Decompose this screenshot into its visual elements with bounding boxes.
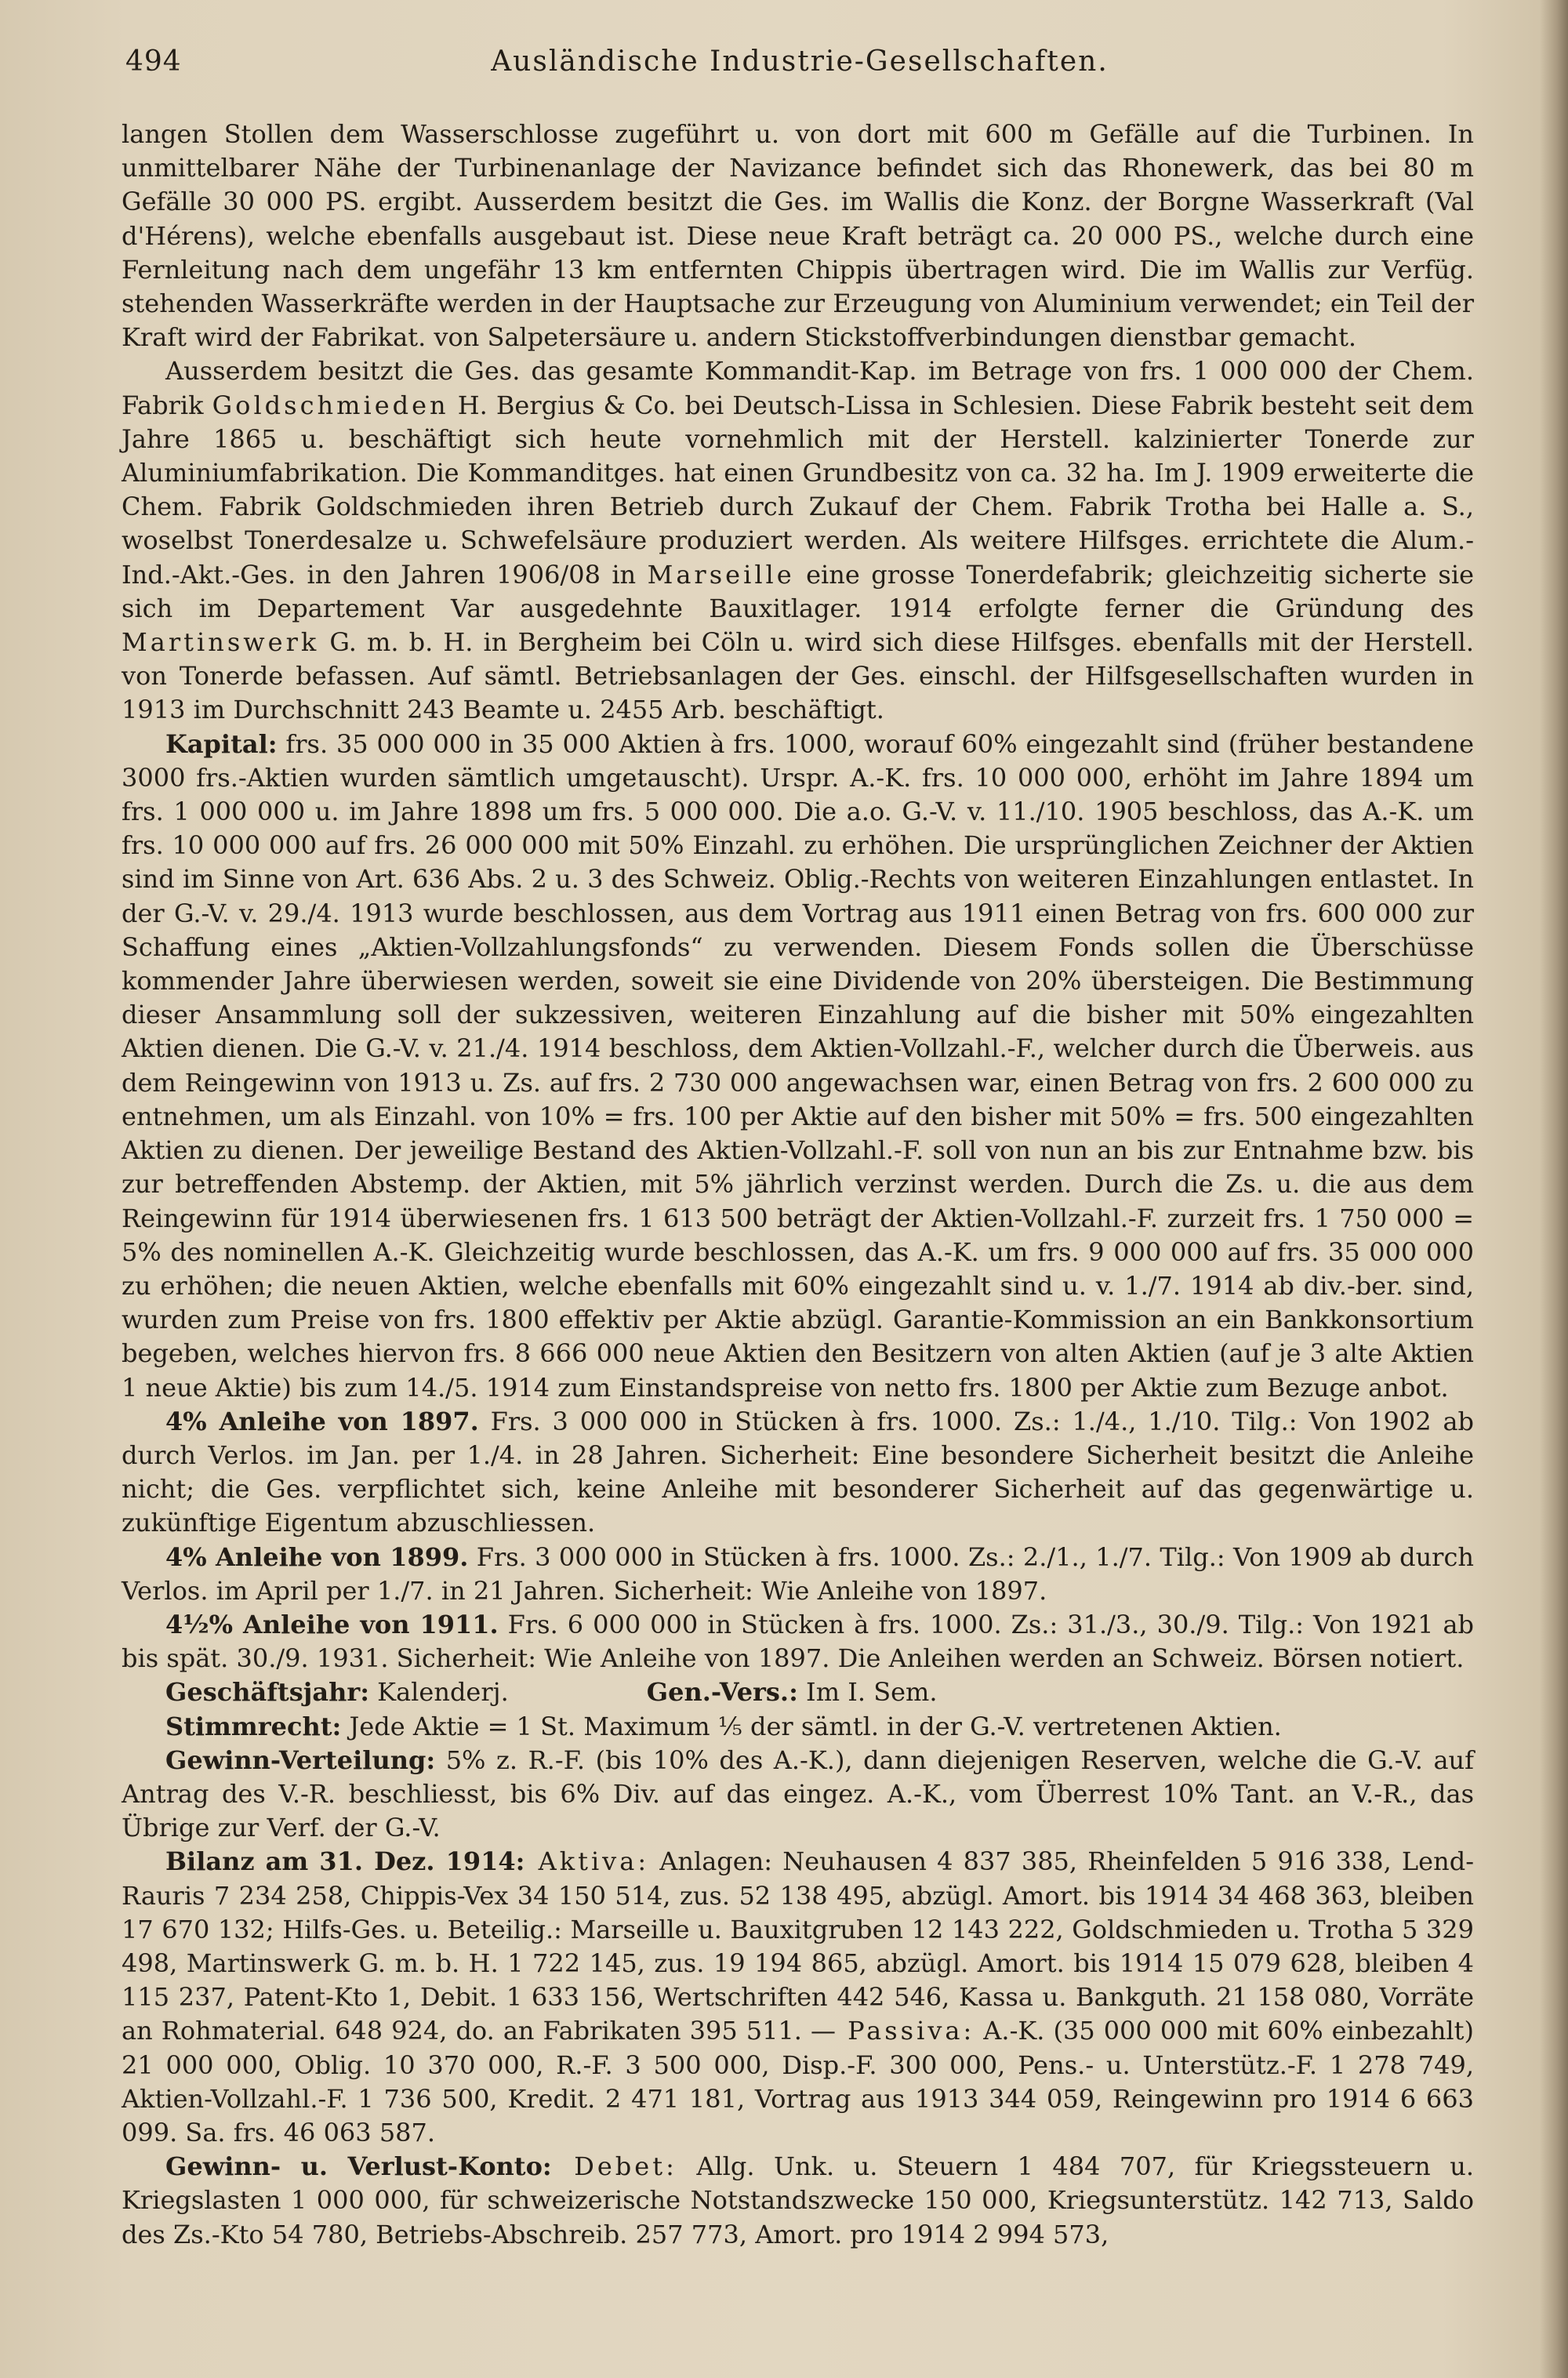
paragraph-guv	[122, 2150, 1474, 2252]
gewinnverteilung-label: Gewinn-Verteilung:	[165, 1744, 436, 1775]
paragraph-subsidiaries	[122, 354, 1474, 727]
gen-vers-label: Gen.-Vers.:	[646, 1677, 798, 1708]
aktiva-label: Aktiva:	[524, 1846, 650, 1877]
paragraph-kapital	[122, 728, 1474, 1405]
paragraph-gewinnverteilung	[122, 1744, 1474, 1846]
running-title: Ausländische Industrie-Gesellschaften.	[491, 45, 1109, 78]
paragraph-geschaeftsjahr	[122, 1675, 1474, 1709]
debet-label: Debet:	[551, 2151, 677, 2182]
paragraph-stimmrecht	[122, 1710, 1474, 1744]
page-header	[118, 41, 1482, 88]
stimmrecht-label: Stimmrecht:	[165, 1711, 342, 1741]
kapital-label: Kapital:	[165, 728, 278, 759]
page-body	[122, 118, 1474, 2252]
text-run: G. m. b. H. in Bergheim bei Cöln u. wird sich diese Hilfsges. ebenfalls mit der Herstell. von Tonerde befassen. Auf sämtl. Betriebsanlagen der Ges. einschl. der Hilfsgesellschaften wurden in 1913 im Durchschnitt 243 Beamte u. 2455 Arb. beschäftigt.	[122, 627, 1474, 725]
geschaeftsjahr-label: Geschäftsjahr:	[165, 1677, 369, 1708]
text-run: H. Bergius & Co. bei Deutsch-Lissa in Schlesien. Diese Fabrik besteht seit dem Jahre 1865 u. beschäftigt sich heute vornehmlich mit der Herstell. kalzinierter Tonerde zur Aluminiumfabrikation. Die Kommanditges. hat einen Grundbesitz von ca. 32 ha. Im J. 1909 erweiterte die Chem. Fabrik Goldschmieden ihren Betrieb durch Zukauf der Chem. Fabrik Trotha bei Halle a. S., woselbst Tonerdesalze u. Schwefelsäure produziert werden. Als weitere Hilfsges. errichtete die Alum.-Ind.-Akt.-Ges. in den Jahren 1906/08 in	[122, 390, 1475, 590]
company-name-goldschmieden: Goldschmieden	[212, 390, 449, 420]
geschaeftsjahr-text: Kalenderj.	[369, 1677, 509, 1708]
gen-vers-text: Im I. Sem.	[797, 1677, 938, 1708]
place-name-marseille: Marseille	[647, 559, 795, 590]
paragraph-anleihe-1911	[122, 1608, 1474, 1675]
paragraph-anleihe-1899	[122, 1541, 1474, 1608]
kapital-text: frs. 35 000 000 in 35 000 Aktien à frs. 1000, worauf 60% eingezahlt sind (früher bestandene 3000 frs.-Aktien wurden sämtlich umgetauscht). Urspr. A.-K. frs. 10 000 000, erhöht im Jahre 1894 um frs. 1 000 000 u. im Jahre 1898 um frs. 5 000 000. Die a.o. G.-V. v. 11./10. 1905 beschloss, das A.-K. um frs. 10 000 000 auf frs. 26 000 000 mit 50% Einzahl. zu erhöhen. Die ursprünglichen Zeichner der Aktien sind im Sinne von Art. 636 Abs. 2 u. 3 des Schweiz. Oblig.-Rechts von weiteren Einzahlungen entlastet. In der G.-V. v. 29./4. 1913 wurde beschlossen, aus dem Vortrag aus 1911 einen Betrag von frs. 600 000 zur Schaffung eines „Aktien-Vollzahlungsfonds“ zu verwenden. Diesem Fonds sollen die Überschüsse kommender Jahre überwiesen werden, soweit sie eine Dividende von 20% übersteigen. Die Bestimmung dieser Ansammlung soll der sukzessiven, weiteren Einzahlung auf die bisher mit 50% eingezahlten Aktien dienen. Die G.-V. v. 21./4. 1914 beschloss, dem Aktien-Vollzahl.-F., welcher durch die Überweis. aus dem Reingewinn von 1913 u. Zs. auf frs. 2 730 000 angewachsen war, einen Betrag von frs. 2 600 000 zu entnehmen, um als Einzahl. von 10% = frs. 100 per Aktie auf den bisher mit 50% = frs. 500 eingezahlten Aktien zu dienen. Der jeweilige Bestand des Aktien-Vollzahl.-F. soll von nun an bis zur Entnahme bzw. bis zur betreffenden Abstemp. der Aktien, mit 5% jährlich verzinst werden. Durch die Zs. u. die aus dem Reingewinn für 1914 überwiesenen frs. 1 613 500 beträgt der Aktien-Vollzahl.-F. zurzeit frs. 1 750 000 = 5% des nominellen A.-K. Gleichzeitig wurde beschlossen, das A.-K. um frs. 9 000 000 auf frs. 35 000 000 zu erhöhen; die neuen Aktien, welche ebenfalls mit 60% eingezahlt sind u. v. 1./7. 1914 ab div.-ber. sind, wurden zum Preise von frs. 1800 effektiv per Aktie abzügl. Garantie-Kommission an ein Bankkonsortium begeben, welches hiervon frs. 8 666 000 neue Aktien den Besitzern von alten Aktien (auf je 3 alte Aktien 1 neue Aktie) bis zum 14./5. 1914 zum Einstandspreise von netto frs. 1800 per Aktie zum Bezuge anbot.	[122, 728, 1474, 1403]
bilanz-label: Bilanz am 31. Dez. 1914:	[165, 1846, 525, 1877]
anleihe-1899-label: 4% Anleihe von 1899.	[165, 1541, 469, 1572]
page-number: 494	[125, 45, 182, 78]
company-name-martinswerk: Martinswerk	[122, 627, 320, 658]
anleihe-1899-text: Frs. 3 000 000 in Stücken à frs. 1000. Zs.: 2./1., 1./7. Tilg.: Von 1909 ab durch Verlos. im April per 1./7. in 21 Jahren. Sicherheit: Wie Anleihe von 1897.	[122, 1541, 1475, 1606]
paragraph-anleihe-1897	[122, 1405, 1474, 1541]
gen-vers-group	[603, 1675, 938, 1709]
guv-label: Gewinn- u. Verlust-Konto:	[165, 2151, 552, 2182]
passiva-label: Passiva:	[836, 2016, 975, 2046]
anleihe-1911-text: Frs. 6 000 000 in Stücken à frs. 1000. Zs.: 31./3., 30./9. Tilg.: Von 1921 ab bis spät. 30./9. 1931. Sicherheit: Wie Anleihe von 1897. Die Anleihen werden an Schweiz. Börsen notiert.	[122, 1609, 1475, 1674]
text-run: eine grosse Tonerdefabrik; gleichzeitig sicherte sie sich im Departement Var ausgedehnte Bauxitlager. 1914 erfolgte ferner die Gründung des	[122, 559, 1475, 623]
anleihe-1897-text: Frs. 3 000 000 in Stücken à frs. 1000. Zs.: 1./4., 1./10. Tilg.: Von 1902 ab durch Verlos. im Jan. per 1./4. in 28 Jahren. Sicherheit: Eine besondere Sicherheit besitzt die Anleihe nicht; die Ges. verpflichtet sich, keine Anleihe mit besonderer Sicherheit auf das gegenwärtige u. zukünftige Eigentum abzuschliessen.	[122, 1406, 1475, 1538]
debet-text: Allg. Unk. u. Steuern 1 484 707, für Kriegssteuern u. Kriegslasten 1 000 000, für schweizerische Notstandszwecke 150 000, Kriegsunterstütz. 142 713, Saldo des Zs.-Kto 54 780, Betriebs-Abschreib. 257 773, Amort. pro 1914 2 994 573,	[122, 2151, 1475, 2249]
aktiva-text: Anlagen: Neuhausen 4 837 385, Rheinfelden 5 916 338, Lend-Rauris 7 234 258, Chippis-Vex 34 150 514, zus. 52 138 495, abzügl. Amort. bis 1914 34 468 363, bleiben 17 670 132; Hilfs-Ges. u. Beteilig.: Marseille u. Bauxitgruben 12 143 222, Goldschmieden u. Trotha 5 329 498, Martinswerk G. m. b. H. 1 722 145, zus. 19 194 865, abzügl. Amort. bis 1914 15 079 628, bleiben 4 115 237, Patent-Kto 1, Debit. 1 633 156, Wertschriften 442 546, Kassa u. Bankguth. 21 158 080, Vorräte an Rohmaterial. 648 924, do. an Fabrikaten 395 511. —	[122, 1846, 1475, 2046]
paragraph-hydro-power: langen Stollen dem Wasserschlosse zugeführt u. von dort mit 600 m Gefälle auf die Turbinen. In unmittelbarer Nähe der Turbinenanlage der Navizance befindet sich das Rhonewerk, das bei 80 m Gefälle 30 000 PS. ergibt. Ausserdem besitzt die Ges. im Wallis die Konz. der Borgne Wasserkraft (Val d'Hérens), welche ebenfalls ausgebaut ist. Diese neue Kraft beträgt ca. 20 000 PS., welche durch eine Fernleitung nach dem ungefähr 13 km entfernten Chippis übertragen wird. Die im Wallis zur Verfüg. stehenden Wasserkräfte werden in der Hauptsache zur Erzeugung von Aluminium verwendet; ein Teil der Kraft wird der Fabrikat. von Salpetersäure u. andern Stickstoffverbindungen dienstbar gemacht.	[122, 119, 1474, 353]
anleihe-1897-label: 4% Anleihe von 1897.	[165, 1406, 479, 1436]
gewinnverteilung-text: 5% z. R.-F. (bis 10% des A.-K.), dann diejenigen Reserven, welche die G.-V. auf Antrag des V.-R. beschliesst, bis 6% Div. auf das eingez. A.-K., vom Überrest 10% Tant. an V.-R., das Übrige zur Verf. der G.-V.	[122, 1744, 1474, 1843]
paragraph-bilanz	[122, 1845, 1474, 2150]
passiva-text: A.-K. (35 000 000 mit 60% einbezahlt) 21 000 000, Oblig. 10 370 000, R.-F. 3 500 000, Disp.-F. 300 000, Pens.- u. Unterstütz.-F. 1 278 749, Aktien-Vollzahl.-F. 1 736 500, Kredit. 2 471 181, Vortrag aus 1913 344 059, Reingewinn pro 1914 6 663 099. Sa. frs. 46 063 587.	[122, 2016, 1474, 2147]
stimmrecht-text: Jede Aktie = 1 St. Maximum ⅕ der sämtl. in der G.-V. vertretenen Aktien.	[341, 1711, 1282, 1741]
text-run: Ausserdem besitzt die Ges. das gesamte Kommandit-Kap. im Betrage von frs. 1 000 000 der Chem. Fabrik	[122, 356, 1474, 420]
anleihe-1911-label: 4½% Anleihe von 1911.	[165, 1609, 499, 1639]
book-spine-shadow	[1540, 0, 1568, 2378]
